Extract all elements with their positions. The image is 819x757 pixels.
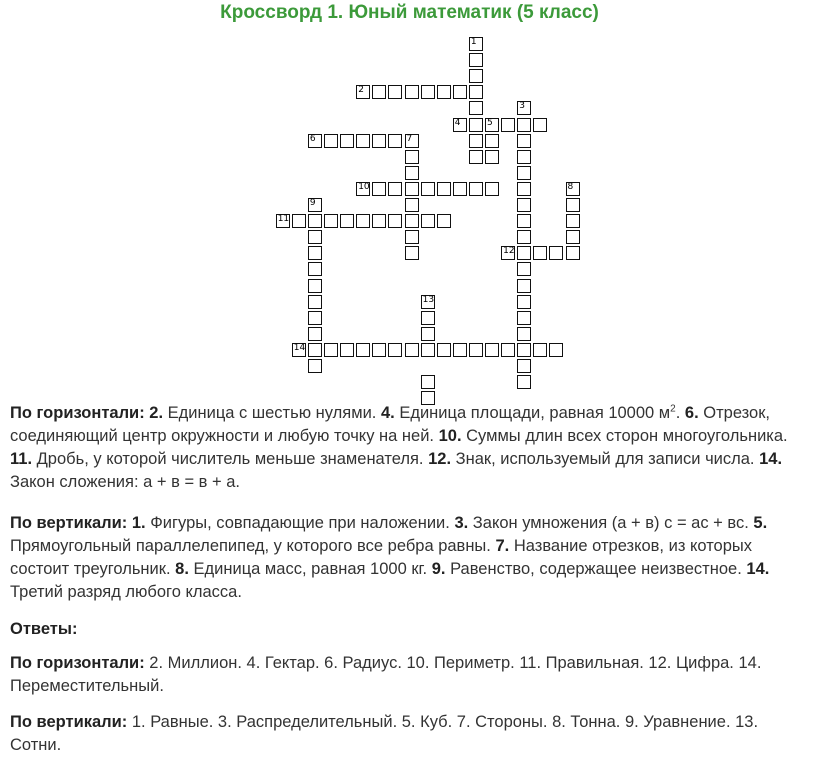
crossword-cell xyxy=(372,134,386,148)
clue-number-label: 2. xyxy=(149,404,164,422)
crossword-cell xyxy=(485,343,499,357)
crossword-cell xyxy=(421,85,435,99)
clue-number-label: 1. xyxy=(131,514,146,532)
clue-text: Закон сложения: а + в = в + а. xyxy=(10,473,241,491)
clue-text: Третий разряд любого класса. xyxy=(10,583,242,601)
crossword-cell xyxy=(388,214,402,228)
crossword-cell xyxy=(437,85,451,99)
clue-text: Название отрезков, из которых состоит треугольник. xyxy=(10,537,753,578)
crossword-cell xyxy=(437,182,451,196)
crossword-cell xyxy=(469,134,483,148)
vertical-clues-heading: По вертикали: xyxy=(10,514,128,532)
crossword-cell xyxy=(388,134,402,148)
crossword-cell xyxy=(517,182,531,196)
crossword-cell xyxy=(308,343,322,357)
horizontal-clues xyxy=(10,402,810,494)
clue-number: 8 xyxy=(567,181,574,192)
crossword-cell xyxy=(388,85,402,99)
crossword-cell xyxy=(356,85,370,99)
crossword-cell xyxy=(517,279,531,293)
crossword-cell xyxy=(517,118,531,132)
crossword-cell xyxy=(308,359,322,373)
crossword-cell xyxy=(405,150,419,164)
clue-number-label: 14. xyxy=(759,450,783,468)
crossword-cell xyxy=(324,214,338,228)
answers-heading-text: Ответы: xyxy=(10,620,78,638)
clue-number: 4 xyxy=(454,117,461,128)
clue-number-label: 8. xyxy=(175,560,189,578)
crossword-cell xyxy=(388,343,402,357)
crossword-cell xyxy=(469,118,483,132)
crossword-cell xyxy=(566,214,580,228)
crossword-cell xyxy=(308,295,322,309)
crossword-cell xyxy=(549,246,563,260)
crossword-cell xyxy=(340,343,354,357)
clue-tail: . xyxy=(675,404,681,422)
crossword-cell xyxy=(453,85,467,99)
crossword-cell xyxy=(308,230,322,244)
crossword-cell xyxy=(372,85,386,99)
crossword-cell xyxy=(469,85,483,99)
crossword-cell xyxy=(437,343,451,357)
crossword-cell xyxy=(485,150,499,164)
clue-number: 2 xyxy=(358,85,364,96)
crossword-cell xyxy=(549,343,563,357)
crossword-cell xyxy=(421,343,435,357)
clue-text: Единица с шестью нулями. xyxy=(167,404,377,422)
clue-number-label: 3. xyxy=(454,514,469,532)
clue-number-label: 4. xyxy=(380,404,395,422)
answers-horizontal xyxy=(10,652,810,698)
clue-number: 14 xyxy=(293,342,306,353)
clue-text: Знак, используемый для записи числа. xyxy=(455,450,755,468)
clue-number: 3 xyxy=(519,101,525,112)
crossword-cell xyxy=(517,311,531,325)
answers-vertical xyxy=(10,711,810,757)
clue-number-label: 5. xyxy=(753,514,768,532)
crossword-cell xyxy=(469,101,483,115)
crossword-cell xyxy=(517,214,531,228)
crossword-cell xyxy=(421,375,435,389)
crossword-cell xyxy=(421,311,435,325)
crossword-cell xyxy=(533,246,547,260)
crossword-cell xyxy=(356,134,370,148)
crossword-cell xyxy=(421,182,435,196)
clue-number: 5 xyxy=(487,117,493,128)
crossword-cell xyxy=(485,118,499,132)
crossword-cell xyxy=(517,198,531,212)
crossword-cell xyxy=(437,214,451,228)
answers-horizontal-text: 2. Миллион. 4. Гектар. 6. Радиус. 10. Периметр. 11. Правильная. 12. Цифра. 14. Переместительный. xyxy=(10,654,762,695)
crossword-cell xyxy=(372,182,386,196)
crossword-cell xyxy=(533,343,547,357)
crossword-cell xyxy=(517,166,531,180)
clue-number: 9 xyxy=(309,198,316,208)
clue-number: 10 xyxy=(358,181,370,192)
crossword-cell xyxy=(356,182,370,196)
clue-number-label: 11. xyxy=(10,450,33,468)
crossword-cell xyxy=(372,214,386,228)
answers-vertical-heading: По вертикали: xyxy=(10,713,128,731)
crossword-cell xyxy=(308,279,322,293)
crossword-cell xyxy=(308,311,322,325)
clue-text: Равенство, содержащее неизвестное. xyxy=(450,560,742,578)
crossword-cell xyxy=(405,182,419,196)
crossword-cell xyxy=(566,246,580,260)
crossword-cell xyxy=(517,327,531,341)
crossword-cell xyxy=(421,214,435,228)
crossword-cell xyxy=(421,295,435,309)
crossword-cell xyxy=(517,295,531,309)
clue-number-label: 10. xyxy=(438,427,462,445)
crossword-cell xyxy=(308,214,322,228)
clue-text: Фигуры, совпадающие при наложении. xyxy=(150,514,450,532)
clue-text: Прямоугольный параллелепипед, у которого все ребра равны. xyxy=(10,537,491,555)
clue-text: Закон умножения (а + в) с = ас + вс. xyxy=(472,514,749,532)
crossword-cell xyxy=(308,198,322,212)
crossword-cell xyxy=(356,214,370,228)
crossword-cell xyxy=(372,343,386,357)
crossword-cell xyxy=(405,343,419,357)
crossword-cell xyxy=(324,134,338,148)
clue-number: 1 xyxy=(470,37,477,47)
crossword-cell xyxy=(533,118,547,132)
crossword-cell xyxy=(566,182,580,196)
crossword-cell xyxy=(356,343,370,357)
answers-horizontal-heading: По горизонтали: xyxy=(10,654,145,672)
crossword-cell xyxy=(405,134,419,148)
page-title: Кроссворд 1. Юный математик (5 класс) xyxy=(220,2,599,23)
crossword-cell xyxy=(517,101,531,115)
crossword-cell xyxy=(517,246,531,260)
crossword-cell xyxy=(308,246,322,260)
crossword-cell xyxy=(308,262,322,276)
crossword-cell xyxy=(421,327,435,341)
crossword-cell xyxy=(517,230,531,244)
crossword-cell xyxy=(501,343,515,357)
clue-text: Дробь, у которой числитель меньше знаменателя. xyxy=(36,450,424,468)
clue-text: Суммы длин всех сторон многоугольника. xyxy=(466,427,788,445)
crossword-cell xyxy=(324,343,338,357)
crossword-cell xyxy=(566,198,580,212)
answers-vertical-text: 1. Равные. 3. Распределительный. 5. Куб. 7. Стороны. 8. Тонна. 9. Уравнение. 13. Сотни. xyxy=(10,713,759,754)
crossword-cell xyxy=(308,327,322,341)
crossword-cell xyxy=(292,214,306,228)
crossword-cell xyxy=(517,343,531,357)
clue-number: 11 xyxy=(277,214,290,225)
clue-number: 7 xyxy=(406,133,413,144)
answers-heading xyxy=(10,618,810,641)
clue-number: 6 xyxy=(309,133,316,144)
crossword-cell xyxy=(405,198,419,212)
crossword-cell xyxy=(501,246,515,260)
crossword-cell xyxy=(340,214,354,228)
crossword-cell xyxy=(405,85,419,99)
crossword-cell xyxy=(469,343,483,357)
crossword-cell xyxy=(388,182,402,196)
crossword-cell xyxy=(517,262,531,276)
horizontal-clues-heading: По горизонтали: xyxy=(10,404,145,422)
clue-number-label: 9. xyxy=(431,560,446,578)
crossword-cell xyxy=(308,134,322,148)
crossword-cell xyxy=(340,134,354,148)
clue-number-label: 7. xyxy=(495,537,510,555)
crossword-cell xyxy=(469,53,483,67)
crossword-cell xyxy=(501,118,515,132)
clue-number-label: 14. xyxy=(746,560,770,578)
crossword-cell xyxy=(517,134,531,148)
crossword-cell xyxy=(276,214,290,228)
crossword-cell xyxy=(485,134,499,148)
crossword-cell xyxy=(453,343,467,357)
clue-number: 13 xyxy=(422,294,435,305)
vertical-clues xyxy=(10,512,810,604)
crossword-cell xyxy=(292,343,306,357)
clue-number: 12 xyxy=(503,246,515,257)
crossword-cell xyxy=(405,214,419,228)
crossword-cell xyxy=(469,37,483,51)
clue-text: Отрезок, соединяющий центр окружности и любую точку на ней. xyxy=(10,404,771,445)
crossword-cell xyxy=(405,246,419,260)
superscript: 2 xyxy=(670,403,676,415)
crossword-cell xyxy=(453,118,467,132)
crossword-cell xyxy=(405,166,419,180)
crossword-cell xyxy=(469,182,483,196)
clue-text: Единица площади, равная 10000 м xyxy=(399,404,671,422)
clue-text: Единица масс, равная 1000 кг. xyxy=(193,560,428,578)
clue-number-label: 6. xyxy=(684,404,699,422)
crossword-cell xyxy=(566,230,580,244)
crossword-cell xyxy=(405,230,419,244)
crossword-cell xyxy=(517,150,531,164)
clue-number-label: 12. xyxy=(428,450,452,468)
crossword-cell xyxy=(469,69,483,83)
crossword-cell xyxy=(485,182,499,196)
crossword-cell xyxy=(469,150,483,164)
crossword-cell xyxy=(517,375,531,389)
crossword-cell xyxy=(517,359,531,373)
crossword-cell xyxy=(453,182,467,196)
